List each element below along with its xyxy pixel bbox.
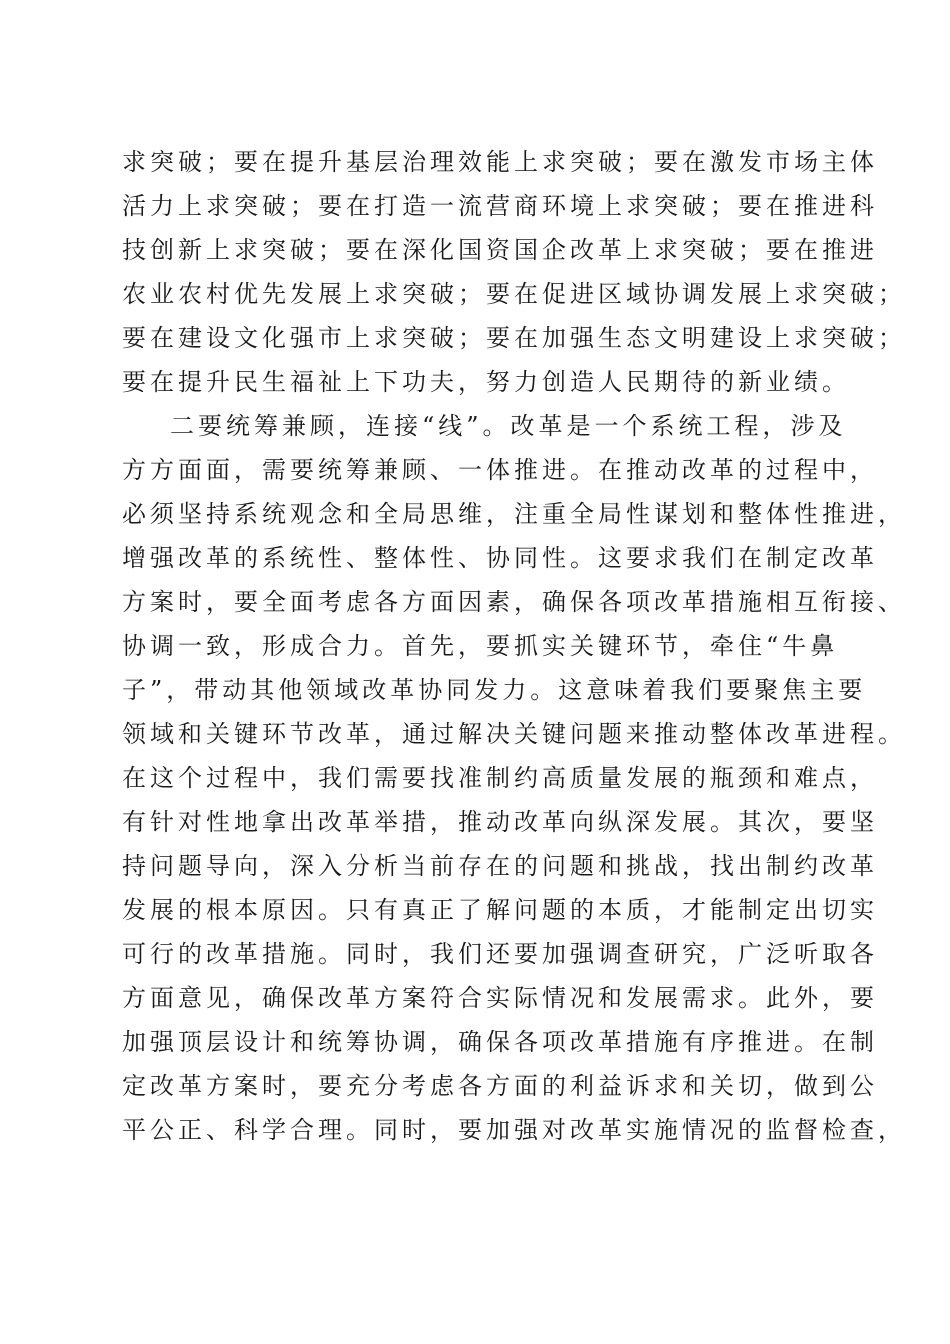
text-line: 农业农村优先发展上求突破；要在促进区域协调发展上求突破； [122, 280, 906, 308]
text-line: 协调一致，形成合力。首先，要抓实关键环节，牵住“牛鼻 [122, 632, 839, 660]
text-line: 增强改革的系统性、整体性、协同性。这要求我们在制定改革 [122, 544, 878, 572]
text-line: 可行的改革措施。同时，我们还要加强调查研究，广泛听取各 [122, 940, 878, 968]
text-line: 有针对性地拿出改革举措，推动改革向纵深发展。其次，要坚 [122, 808, 878, 836]
text-line: 活力上求突破；要在打造一流营商环境上求突破；要在推进科 [122, 192, 878, 220]
body-text [122, 140, 906, 1152]
text-line: 要在提升民生福祉上下功夫，努力创造人民期待的新业绩。 [122, 368, 850, 396]
text-line: 在这个过程中，我们需要找准制约高质量发展的瓶颈和难点， [122, 764, 878, 792]
text-line: 方面意见，确保改革方案符合实际情况和发展需求。此外，要 [122, 984, 878, 1012]
text-line: 加强顶层设计和统筹协调，确保各项改革措施有序推进。在制 [122, 1028, 878, 1056]
text-line: 持问题导向，深入分析当前存在的问题和挑战，找出制约改革 [122, 852, 878, 880]
text-line: 方方面面，需要统筹兼顾、一体推进。在推动改革的过程中， [122, 456, 878, 484]
text-line: 技创新上求突破；要在深化国资国企改革上求突破；要在推进 [122, 236, 878, 264]
text-line: 必须坚持系统观念和全局思维，注重全局性谋划和整体性推进， [122, 500, 906, 528]
text-line: 子”，带动其他领域改革协同发力。这意味着我们要聚焦主要 [122, 676, 867, 704]
text-line: 发展的根本原因。只有真正了解问题的本质，才能制定出切实 [122, 896, 878, 924]
text-line: 求突破；要在提升基层治理效能上求突破；要在激发市场主体 [122, 148, 878, 176]
text-line: 定改革方案时，要充分考虑各方面的利益诉求和关切，做到公 [122, 1072, 878, 1100]
paragraph-start-line: 二要统筹兼顾，连接“线”。改革是一个系统工程，涉及 [170, 412, 847, 440]
text-line: 平公正、科学合理。同时，要加强对改革实施情况的监督检查， [122, 1116, 906, 1144]
text-line: 领域和关键环节改革，通过解决关键问题来推动整体改革进程。 [122, 720, 906, 748]
text-line: 要在建设文化强市上求突破；要在加强生态文明建设上求突破； [122, 324, 906, 352]
text-line: 方案时，要全面考虑各方面因素，确保各项改革措施相互衔接、 [122, 588, 906, 616]
